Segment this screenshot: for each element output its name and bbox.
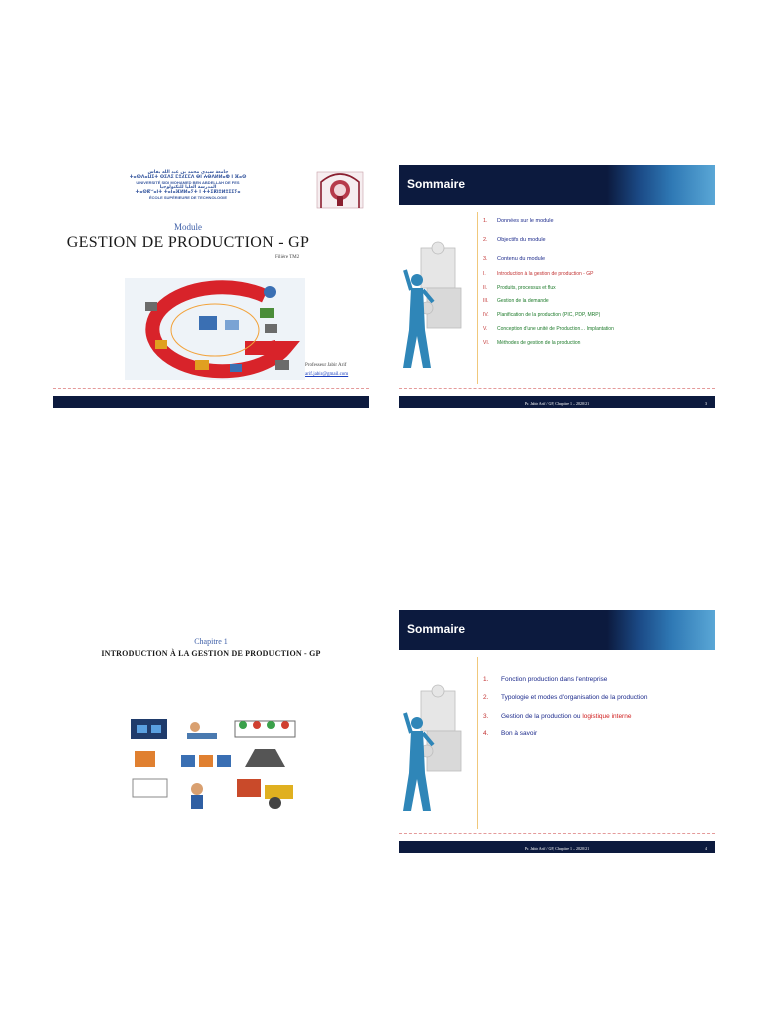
toc-item-1[interactable] (483, 676, 607, 683)
module-label: Module (174, 222, 202, 232)
page-number: 3 (705, 401, 707, 406)
sommaire-title: Sommaire (407, 622, 466, 636)
tech-banner-image (607, 165, 715, 205)
toc-item-number: 2. (483, 237, 488, 243)
toc-item-3[interactable] (483, 713, 631, 720)
toc-item-label: Fonction production dans l'entreprise (501, 676, 608, 683)
toc-item-number: 1. (483, 676, 489, 683)
toc-item-number: 2. (483, 694, 489, 701)
course-title: GESTION DE PRODUCTION - GP (66, 234, 310, 251)
university-header (103, 170, 273, 200)
toc-divider-line (477, 657, 478, 829)
footer-text: Pr. Jabir Arif / GP, Chapitre 1 – 2020/21 (524, 846, 590, 851)
toc-subitem-number: VI. (483, 340, 490, 346)
toc-subitem-4[interactable] (483, 312, 600, 318)
toc-item-2[interactable] (483, 694, 648, 701)
toc-item-1[interactable] (483, 218, 554, 224)
tech-banner-image (607, 610, 715, 650)
toc-subitem-2[interactable] (483, 285, 556, 291)
chapter-title: INTRODUCTION À LA GESTION DE PRODUCTION - GP (101, 649, 321, 658)
toc-subitem-3[interactable] (483, 298, 549, 304)
slide-1 (53, 160, 369, 408)
university-berber-line: ⵜⴰⵙⴷⴰⵡⵉⵜ ⵙⵉⴷⵉ ⵎⵓⵃⵎⵎⴷ ⴱⵏ ⵄⴱⴷⵍⵍⴰⵀ ⵏ ⴼⴰⵙ (129, 175, 247, 180)
toc-subitem-label: Planification de la production (PIC, PDP, MRP) (497, 312, 601, 318)
toc-item-highlight: logistique interne (582, 713, 632, 720)
footer-text: Pr. Jabir Arif / GP, Chapitre 1 – 2020/21 (524, 401, 590, 406)
puzzle-figure-illustration (403, 683, 469, 813)
toc-subitem-number: V. (483, 326, 488, 332)
puzzle-figure-illustration (403, 240, 469, 370)
toc-item-label: Objectifs du module (497, 237, 546, 243)
school-french-line: ÉCOLE SUPÉRIEURE DE TECHNOLOGIE (148, 195, 227, 200)
toc-subitem-label: Méthodes de gestion de la production (497, 340, 581, 346)
filiere-label: Filière TM2 (275, 255, 300, 260)
slide-2 (399, 160, 715, 408)
toc-subitem-number: III. (483, 298, 489, 304)
slide-4 (399, 605, 715, 853)
chapter-label: Chapitre 1 (194, 637, 228, 646)
university-logo (315, 168, 365, 210)
toc-subitem-number: II. (483, 285, 488, 291)
toc-subitem-label: Produits, processus et flux (497, 285, 556, 291)
school-arabic-line: المدرسة العليا للتكنولوجيا (159, 185, 217, 190)
toc-divider-line (477, 212, 478, 384)
toc-item-4[interactable] (483, 730, 537, 737)
university-arabic-line: جامعة سيدي محمد بن عبد الله بفاس (147, 170, 229, 175)
production-cycle-illustration (125, 278, 305, 380)
sommaire-header (399, 165, 715, 205)
toc-item-number: 1. (483, 218, 488, 224)
footer-bar (53, 396, 369, 408)
toc-subitem-label: Conception d'une unité de Production… Implantation (497, 326, 614, 332)
toc-item-2[interactable] (483, 237, 546, 243)
industry-icons-illustration (125, 715, 305, 813)
footer-bar (399, 841, 715, 853)
university-french-line: UNIVERSITÉ SIDI MOHAMED BEN ABDELLAH DE FES (136, 180, 240, 185)
toc-item-label: Bon à savoir (501, 730, 538, 737)
toc-item-label: Contenu du module (497, 256, 546, 262)
professor-email-link[interactable]: arif.jabir@gmail.com (305, 372, 349, 377)
toc-subitem-number: I. (483, 271, 486, 277)
toc-item-label: Typologie et modes d'organisation de la production (501, 694, 648, 701)
toc-subitem-label: Introduction à la gestion de production - GP (497, 271, 594, 277)
toc-subitem-6[interactable] (483, 340, 580, 346)
toc-item-3[interactable] (483, 256, 545, 262)
footer-bar (399, 396, 715, 408)
toc-item-number: 3. (483, 713, 489, 720)
toc-subitem-label: Gestion de la demande (497, 298, 549, 304)
divider (53, 388, 369, 389)
divider (399, 388, 715, 389)
divider (399, 833, 715, 834)
toc-subitem-5[interactable] (483, 326, 614, 332)
toc-item-number: 3. (483, 256, 488, 262)
toc-subitem-number: IV. (483, 312, 489, 318)
page-number: 4 (705, 846, 707, 851)
slide-3 (53, 605, 369, 853)
sommaire-header (399, 610, 715, 650)
toc-item-label: Gestion de la production ou (501, 713, 583, 720)
toc-subitem-1[interactable] (483, 271, 593, 277)
professor-name: Professeur Jabir Arif (305, 363, 347, 368)
school-berber-line: ⵜⴰⵙⴽⵯⴰⵏⵜ ⵜⴰⵏⴰⴼⵍⵍⴰⵢⵜ ⵏ ⵜⵜⵉⴽⵏⵓⵍⵓⵊⵉⵢⴰ (135, 190, 241, 195)
toc-item-label: Données sur le module (497, 218, 554, 224)
sommaire-title: Sommaire (407, 177, 466, 191)
toc-item-number: 4. (483, 730, 489, 737)
